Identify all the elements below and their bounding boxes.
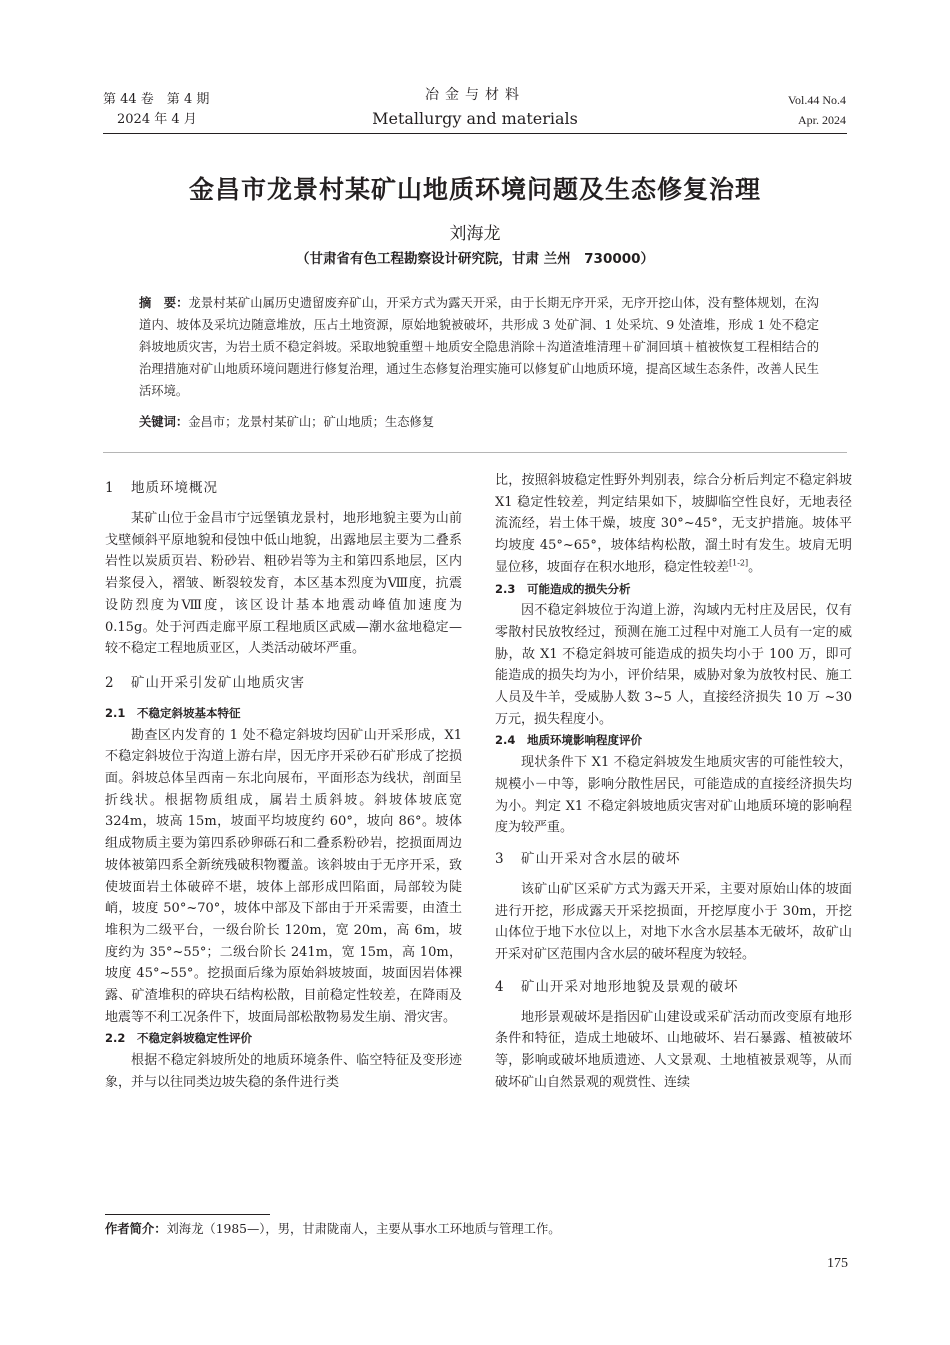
- section-number: 3: [495, 850, 504, 867]
- subsection-number: 2.3: [495, 581, 516, 596]
- right-column: [495, 470, 852, 1094]
- left-column: [105, 470, 462, 1094]
- paragraph: 地形景观破坏是指因矿山建设或采矿活动而改变原有地形条件和特征，造成土地破坏、山地破坏、岩石暴露、植被破坏等，影响或破坏地质遗迹、人文景观、土地植被景观等，从而破坏矿山自然景观的观赏性、连续: [495, 1009, 852, 1090]
- date-cn: 2024 年 4 月: [117, 112, 197, 127]
- abstract-label: 摘 要：: [139, 296, 189, 310]
- footnote-label: 作者简介：: [105, 1222, 167, 1236]
- citation: [1-2]: [729, 558, 749, 568]
- subsection-title: 不稳定斜坡基本特征: [137, 705, 241, 720]
- section-title: 矿山开采对地形地貌及景观的破坏: [521, 978, 739, 995]
- subsection-title: 可能造成的损失分析: [527, 581, 631, 596]
- section-heading: [105, 478, 462, 499]
- paragraph: 该矿山矿区采矿方式为露天开采，主要对原始山体的坡面进行开挖，形成露天开采挖损面，开挖厚度小于 30m，开挖山体位于地下水位以上，对地下水含水层基本无破坏，故矿山开采对矿区范围内含水层的破坏程度为较轻。: [495, 881, 852, 963]
- section-title: 矿山开采对含水层的破坏: [521, 850, 681, 867]
- date-en: Apr. 2024: [798, 113, 846, 127]
- author-footnote: [105, 1219, 561, 1239]
- volume-issue-en: Vol.44 No.4: [787, 93, 846, 107]
- journal-name-cn: 冶金与材料: [425, 87, 525, 103]
- section-number: 2: [105, 674, 114, 691]
- abstract: [139, 292, 819, 402]
- subsection-title: 地质环境影响程度评价: [527, 733, 642, 748]
- footnote-rule: [105, 1214, 270, 1215]
- section-heading: [495, 849, 852, 870]
- section-title: 矿山开采引发矿山地质灾害: [131, 674, 305, 691]
- abstract-separator: [103, 452, 847, 453]
- section-title: 地质环境概况: [131, 480, 218, 496]
- running-header-center: [330, 85, 620, 131]
- section-number: 1: [105, 480, 114, 496]
- section-number: 4: [495, 978, 504, 995]
- section-heading: [105, 673, 462, 694]
- paragraph-end: 。: [748, 559, 762, 575]
- article-title: 金昌市龙景村某矿山地质环境问题及生态修复治理: [188, 175, 761, 204]
- running-header-left: [103, 90, 209, 130]
- author-name: 刘海龙: [449, 224, 501, 244]
- subsection-number: 2.4: [495, 733, 516, 748]
- paragraph: 因不稳定斜坡位于沟道上游，沟域内无村庄及居民，仅有零散村民放牧经过，预测在施工过程中对施工人员有一定的威胁，故 X1 不稳定斜坡可能造成的损失均小于 100 万，即可能造成的损失均为小，评价结果，威胁对象为放牧村民、施工人员及牛羊，受威胁人数 3~5 人，直接经济损失 10 万 ~30 万元，损失程度小。: [495, 603, 852, 727]
- journal-name-en: Metallurgy and materials: [372, 109, 578, 128]
- volume-issue-cn: 第 44 卷 第 4 期: [103, 92, 210, 107]
- subsection-heading: [495, 730, 852, 752]
- keywords-text: 金昌市；龙景村某矿山；矿山地质；生态修复: [188, 415, 435, 429]
- paragraph: 根据不稳定斜坡所处的地质环境条件、临空特征及变形迹象，并与以往同类边坡失稳的条件进行类: [105, 1053, 462, 1090]
- paragraph-continued: [495, 470, 852, 579]
- paragraph: 勘查区内发育的 1 处不稳定斜坡均因矿山开采形成，X1 不稳定斜坡位于沟道上游右岸，因无序开采砂石矿形成了挖损面。斜坡总体呈西南－东北向展布，平面形态为线状，剖面呈折线状。根据物质组成，属岩土质斜坡。斜坡体坡底宽 324m，坡高 15m，坡面平均坡度约 60°，坡向 86°。坡体组成物质主要为第四系砂卵砾石和二叠系粉砂岩，挖损面周边坡体被第四系全新统残破积物覆盖。该斜坡由于无序开采，致使坡面岩土体破碎不堪，坡体上部形成凹陷面，局部较为陡峭，坡度 50°~70°，坡体中部及下部由于开采需要，由渣土堆积为二级平台，一级台阶长 120m，宽 20m，高 6m，坡度约为 35°~55°；二级台阶长 241m，宽 15m，高 10m，坡度 45°~55°。挖损面后缘为原始斜坡坡面，坡面因岩体裸露、矿渣堆积的碎块石结构松散，目前稳定性较差，在降雨及地震等不利工况条件下，坡面局部松散物易发生崩、滑灾害。: [105, 727, 462, 1025]
- abstract-text: 龙景村某矿山属历史遗留废弃矿山，开采方式为露天开采，由于长期无序开采，无序开挖山体，没有整体规划，在沟道内、坡体及采坑边随意堆放，压占土地资源，原始地貌被破坏，共形成 3 处矿洞、1 处采坑、9 处渣堆，形成 1 处不稳定斜坡地质灾害，为岩土质不稳定斜坡。采取地貌重塑＋地质安全隐患消除＋沟道渣堆清理＋矿洞回填＋植被恢复工程相结合的治理措施对矿山地质环境问题进行修复治理，通过生态修复治理实施可以修复矿山地质环境，提高区域生态条件，改善人民生活环境。: [139, 296, 819, 398]
- section-heading: [495, 977, 852, 998]
- keywords-label: 关键词：: [139, 415, 189, 429]
- subsection-heading: [105, 1028, 462, 1050]
- paragraph: 某矿山位于金昌市宁远堡镇龙景村，地形地貌主要为山前戈壁倾斜平原地貌和侵蚀中低山地貌，出露地层主要为二叠系岩性以炭质页岩、粉砂岩、粗砂岩等为主和第四系地层，区内岩浆侵入，褶皱、断裂较发育，本区基本烈度为Ⅷ度，抗震设防烈度为Ⅷ度，该区设计基本地震动峰值加速度为 0.15g。处于河西走廊平原工程地质区武威—潮水盆地稳定—较不稳定工程地质亚区，人类活动破坏严重。: [105, 511, 462, 657]
- footnote-text: 刘海龙（1985—），男，甘肃陇南人，主要从事水工环地质与管理工作。: [166, 1222, 561, 1236]
- paragraph-text: 比，按照斜坡稳定性野外判别表，综合分析后判定不稳定斜坡 X1 稳定性较差，判定结果如下，坡脚临空性良好，无地表径流流经，岩土体干燥，坡度 30°~45°，无支护措施。坡体平均坡度 45°~65°，坡体结构松散，溜土时有发生。坡肩无明显位移，坡面存在积水地形，稳定性较差: [495, 473, 852, 575]
- keywords: [139, 411, 819, 433]
- running-header-right: [788, 90, 846, 130]
- subsection-number: 2.2: [105, 1031, 126, 1046]
- paragraph: 现状条件下 X1 不稳定斜坡发生地质灾害的可能性较大，规模小－中等，影响分散性居民，可能造成的直接经济损失均为小。判定 X1 不稳定斜坡地质灾害对矿山地质环境的影响程度为较严重。: [495, 755, 852, 836]
- page-number: 175: [827, 1256, 848, 1271]
- subsection-number: 2.1: [105, 705, 126, 720]
- subsection-heading: [495, 579, 852, 601]
- subsection-title: 不稳定斜坡稳定性评价: [137, 1031, 252, 1046]
- author-affiliation: （甘肃省有色工程勘察设计研究院，甘肃 兰州 730000）: [295, 251, 655, 267]
- subsection-heading: [105, 703, 462, 725]
- header-rule: [103, 133, 847, 134]
